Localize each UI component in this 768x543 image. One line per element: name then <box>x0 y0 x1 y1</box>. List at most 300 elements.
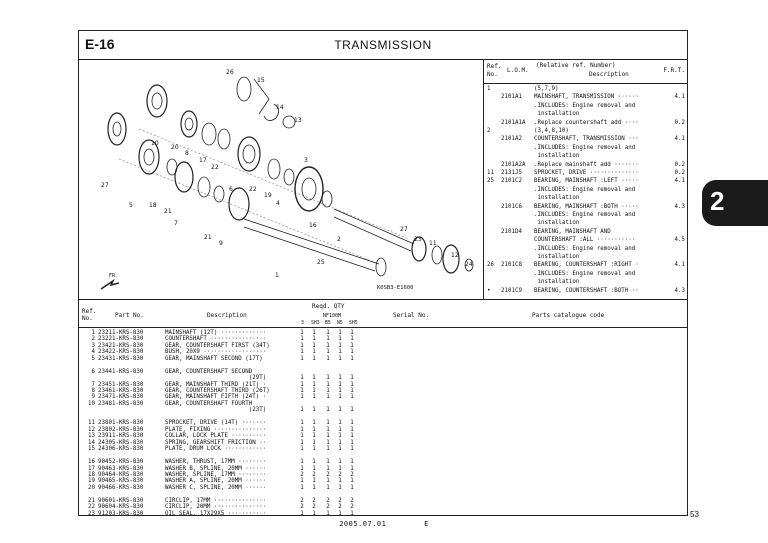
svg-text:18: 18 <box>149 202 157 209</box>
qty-cell: 1 <box>338 420 342 427</box>
svg-text:2: 2 <box>337 236 341 243</box>
section-code: E-16 <box>85 36 115 52</box>
labor-description: installation <box>534 111 580 118</box>
lom-heading: L.O.M. <box>507 67 529 74</box>
part-description: GEAR, COUNTERSHAFT FOURTH <box>165 400 253 407</box>
model-heading: NF100M <box>323 313 342 319</box>
frt-hours: 4.1 <box>674 136 685 143</box>
svg-text:10: 10 <box>151 140 159 147</box>
qty-cell: 1 <box>300 342 304 349</box>
qty-cell: 1 <box>326 478 330 485</box>
frt-hours: 0.2 <box>674 119 685 126</box>
ref-number: 26 <box>487 262 494 269</box>
ref-number: 9 <box>91 394 95 401</box>
qty-column-heading: 3 <box>301 321 304 326</box>
header-divider <box>79 327 687 328</box>
svg-text:22: 22 <box>211 164 219 171</box>
ref-heading: Ref. <box>82 308 97 315</box>
frt-hours: 4.3 <box>674 203 685 210</box>
lom-code: 2131J5 <box>501 170 522 176</box>
qty-cell: 1 <box>338 446 342 452</box>
qty-cell: 1 <box>350 510 354 517</box>
part-number: 90452-KRS-830 <box>98 459 144 466</box>
qty-cell: 1 <box>312 439 316 446</box>
ref-number: 18 <box>88 472 95 478</box>
part-description: PLATE, FIXING ··············· <box>165 426 267 433</box>
qty-cell: 1 <box>350 349 354 356</box>
qty-cell: 1 <box>312 342 316 349</box>
labor-description: .INCLUDES: Engine removal and <box>534 212 636 218</box>
lom-code: 2101C9 <box>501 287 522 294</box>
ref-number: 1 <box>91 330 95 336</box>
qty-cell: 1 <box>338 342 342 349</box>
qty-cell: 1 <box>300 349 304 356</box>
part-number: 90604-KRS-830 <box>98 504 144 511</box>
qty-cell: 1 <box>338 355 342 362</box>
svg-text:15: 15 <box>257 77 265 84</box>
no-heading: No. <box>487 71 498 78</box>
lom-code: 2101A2 <box>501 136 522 143</box>
qty-cell: 1 <box>300 433 304 440</box>
svg-text:22: 22 <box>249 186 257 193</box>
part-number: 23461-KRS-830 <box>98 388 144 394</box>
qty-cell: 1 <box>350 433 354 440</box>
page-header <box>79 31 687 60</box>
part-number: 91203-KRS-830 <box>98 510 144 517</box>
part-description: PLATE, DRUM LOCK ············ <box>165 446 267 452</box>
svg-text:3: 3 <box>304 157 308 164</box>
frt-hours: 4.1 <box>674 94 685 101</box>
ref-number: 4 <box>91 349 95 356</box>
serial-heading: Serial No. <box>393 312 430 319</box>
qty-cell: 2 <box>350 498 354 504</box>
qty-cell: 2 <box>326 504 330 511</box>
ref-number: 13 <box>88 433 95 440</box>
qty-cell: 1 <box>326 433 330 440</box>
qty-cell: 1 <box>350 388 354 394</box>
qty-cell: 1 <box>312 394 316 401</box>
part-number: 24306-KRS-830 <box>98 446 144 452</box>
footer <box>0 520 768 528</box>
qty-cell: 1 <box>338 426 342 433</box>
description-heading: Description <box>207 312 247 319</box>
qty-cell: 1 <box>312 484 316 491</box>
svg-text:12: 12 <box>451 252 459 259</box>
ref-number: 5 <box>91 355 95 362</box>
svg-text:21: 21 <box>164 208 172 215</box>
labor-description: BEARING, COUNTERSHAFT :BOTH ·· <box>534 287 639 294</box>
qty-cell: 1 <box>312 420 316 427</box>
part-number: 90463-KRS-830 <box>98 465 144 472</box>
part-number: 23802-KRS-830 <box>98 426 144 433</box>
qty-cell: 1 <box>326 510 330 517</box>
qty-cell: 1 <box>300 388 304 394</box>
part-description: (23T) <box>165 407 267 414</box>
qty-cell: 1 <box>338 478 342 485</box>
part-description: WASHER C, SPLINE, 20MM ······ <box>165 484 267 491</box>
ref-number: 3 <box>91 342 95 349</box>
exploded-diagram <box>79 59 484 299</box>
frt-heading: F.R.T. <box>663 67 685 74</box>
qty-cell: 1 <box>312 459 316 466</box>
qty-cell: 1 <box>350 459 354 466</box>
qty-cell: 1 <box>350 446 354 452</box>
part-description: GEAR, MAINSHAFT THIRD (21T) · <box>165 381 267 388</box>
labor-description: installation <box>534 153 580 160</box>
svg-text:4: 4 <box>276 200 280 207</box>
ref-number: 17 <box>88 465 95 472</box>
labor-description: MAINSHAFT, TRANSMISSION ······ <box>534 94 639 101</box>
labor-description: .INCLUDES: Engine removal and <box>534 186 636 193</box>
part-description: BUSH, 20X9 ·················· <box>165 349 267 356</box>
labor-description: COUNTERSHAFT, TRANSMISSION ··· <box>534 136 639 143</box>
ref-number: • <box>487 287 491 294</box>
qty-cell: 1 <box>312 355 316 362</box>
qty-cell: 1 <box>338 465 342 472</box>
frt-hours: 4.1 <box>674 178 685 185</box>
qty-cell: 2 <box>338 498 342 504</box>
catalogue-heading: Parts catalogue code <box>532 312 605 319</box>
qty-cell: 1 <box>326 381 330 388</box>
svg-text:16: 16 <box>309 222 317 229</box>
qty-cell: 1 <box>312 407 316 414</box>
ref-number: 15 <box>88 446 95 452</box>
part-description: (29T) <box>165 375 267 382</box>
qty-cell: 1 <box>326 465 330 472</box>
svg-text:5: 5 <box>129 202 133 209</box>
part-description: SPROCKET, DRIVE (14T) ······· <box>165 420 267 427</box>
part-description: COLLAR, LOCK PLATE ·········· <box>165 433 267 440</box>
qty-cell: 1 <box>338 394 342 401</box>
qty-cell: 2 <box>300 472 304 478</box>
qty-cell: 2 <box>312 504 316 511</box>
labor-description: installation <box>534 279 580 286</box>
qty-cell: 1 <box>312 375 316 382</box>
qty-cell: 2 <box>312 498 316 504</box>
labor-description: installation <box>534 195 580 202</box>
section-tab-label: 2 <box>710 186 725 216</box>
qty-cell: 1 <box>312 478 316 485</box>
page-number: 53 <box>690 510 699 519</box>
relative-heading: (Relative ref. Number) <box>536 62 616 69</box>
ref-number: 8 <box>91 388 95 394</box>
qty-cell: 1 <box>300 381 304 388</box>
ref-number: 23 <box>88 510 95 517</box>
lom-code: 2101A1A <box>501 119 526 126</box>
qty-cell: 1 <box>312 446 316 452</box>
labor-description: .INCLUDES: Engine removal and <box>534 144 636 151</box>
catalogue-page-frame <box>78 30 688 516</box>
ref-number: 11 <box>88 420 95 427</box>
qty-cell: 1 <box>300 355 304 362</box>
transmission-drawing <box>79 59 483 299</box>
labor-description: installation <box>534 254 580 260</box>
ref-number: 22 <box>88 504 95 511</box>
qty-cell: 1 <box>300 375 304 382</box>
qty-cell: 1 <box>350 375 354 382</box>
qty-cell: 1 <box>338 439 342 446</box>
qty-cell: 1 <box>338 375 342 382</box>
qty-cell: 1 <box>312 388 316 394</box>
qty-cell: 1 <box>326 394 330 401</box>
part-number: 90465-KRS-830 <box>98 478 144 485</box>
qty-cell: 1 <box>350 426 354 433</box>
qty-cell: 1 <box>300 420 304 427</box>
qty-cell: 1 <box>312 510 316 517</box>
qty-cell: 1 <box>326 426 330 433</box>
qty-column-heading: B5 <box>325 321 331 326</box>
ref-number: 25 <box>487 178 494 185</box>
part-description: SPRING, GEARSHIFT FRICTION ·· <box>165 439 267 446</box>
section-tab <box>702 180 768 226</box>
qty-cell: 1 <box>300 426 304 433</box>
svg-text:8: 8 <box>185 150 189 157</box>
qty-cell: 1 <box>300 336 304 343</box>
qty-cell: 1 <box>350 355 354 362</box>
svg-text:26: 26 <box>226 69 234 76</box>
qty-cell: 2 <box>326 472 330 478</box>
qty-cell: 1 <box>312 330 316 336</box>
qty-cell: 1 <box>326 342 330 349</box>
svg-text:14: 14 <box>276 104 284 111</box>
description-heading: Description <box>589 71 629 78</box>
part-description: WASHER A, SPLINE, 20MM ······ <box>165 478 267 485</box>
qty-cell: 1 <box>326 407 330 414</box>
ref-number: 19 <box>88 478 95 485</box>
no-heading: No. <box>82 315 93 322</box>
qty-cell: 2 <box>300 504 304 511</box>
part-description: GEAR, MAINSHAFT SECOND (17T) <box>165 355 263 362</box>
qty-cell: 1 <box>350 330 354 336</box>
qty-cell: 1 <box>338 484 342 491</box>
qty-cell: 2 <box>312 472 316 478</box>
labor-description: .INCLUDES: Engine removal and <box>534 270 636 277</box>
part-description: WASHER, THRUST, 17MM ········ <box>165 459 267 466</box>
part-number: 90601-KRS-830 <box>98 498 144 504</box>
part-description: CIRCLIP, 20MM ··············· <box>165 504 267 511</box>
ref-number: 6 <box>91 368 95 375</box>
lom-code: 2101D4 <box>501 228 522 235</box>
parts-table <box>79 299 687 518</box>
ref-number: 16 <box>88 459 95 466</box>
lom-code: 2101A1 <box>501 94 522 101</box>
qty-cell: 1 <box>326 388 330 394</box>
qty-cell: 1 <box>312 381 316 388</box>
part-number: 23911-KRS-830 <box>98 433 144 440</box>
part-number: 23422-KRS-830 <box>98 349 144 356</box>
qty-cell: 1 <box>300 407 304 414</box>
svg-text:21: 21 <box>204 234 212 241</box>
frt-hours: 0.2 <box>674 161 685 168</box>
svg-text:27: 27 <box>101 182 109 189</box>
labor-description: (3,4,8,10) <box>534 128 569 134</box>
part-description: OIL SEAL, 17X29X5 ··········· <box>165 510 267 517</box>
qty-column-heading: SH5 <box>349 321 358 326</box>
qty-cell: 1 <box>300 330 304 336</box>
part-description: WASHER, SPLINE, 17MM ········ <box>165 472 267 478</box>
svg-text:6: 6 <box>229 186 233 193</box>
qty-cell: 1 <box>326 420 330 427</box>
qty-cell: 1 <box>338 349 342 356</box>
svg-text:24: 24 <box>465 261 473 268</box>
ref-number: 2 <box>91 336 95 343</box>
qty-cell: 1 <box>300 484 304 491</box>
qty-cell: 1 <box>326 459 330 466</box>
qty-cell: 1 <box>300 439 304 446</box>
reqd-qty-heading: Reqd. QTY <box>312 303 345 310</box>
labor-description: BEARING, MAINSHAFT AND <box>534 228 611 235</box>
part-number: 23211-KRS-830 <box>98 330 144 336</box>
qty-cell: 1 <box>312 465 316 472</box>
drawing-code: K0SB3-E1600 <box>377 285 414 291</box>
qty-cell: 1 <box>350 336 354 343</box>
qty-column-heading: SH3 <box>311 321 320 326</box>
qty-cell: 1 <box>326 375 330 382</box>
frt-hours: 4.3 <box>674 287 685 294</box>
qty-cell: 1 <box>326 336 330 343</box>
svg-text:17: 17 <box>199 157 207 164</box>
labor-description: COUNTERSHAFT :ALL ··········· <box>534 237 636 244</box>
qty-cell: 1 <box>300 510 304 517</box>
qty-cell: 2 <box>338 472 342 478</box>
qty-cell: 1 <box>338 381 342 388</box>
qty-cell: 1 <box>312 349 316 356</box>
qty-cell: 2 <box>326 498 330 504</box>
qty-cell: 1 <box>326 330 330 336</box>
part-description: MAINSHAFT (12T) ············· <box>165 330 267 336</box>
svg-text:1: 1 <box>275 272 279 279</box>
part-description: GEAR, MAINSHAFT FIFTH (24T) · <box>165 394 267 401</box>
page-title: TRANSMISSION <box>334 38 432 52</box>
qty-cell: 1 <box>326 439 330 446</box>
ref-number: 2 <box>487 128 491 134</box>
qty-cell: 1 <box>338 336 342 343</box>
qty-column-heading: N5 <box>337 321 343 326</box>
labor-reference-table <box>484 59 688 299</box>
qty-cell: 1 <box>338 433 342 440</box>
ref-number: 20 <box>88 484 95 491</box>
svg-text:7: 7 <box>174 220 178 227</box>
qty-cell: 2 <box>350 472 354 478</box>
qty-cell: 1 <box>300 394 304 401</box>
qty-cell: 1 <box>350 381 354 388</box>
qty-cell: 1 <box>300 478 304 485</box>
ref-number: 10 <box>88 400 95 407</box>
qty-cell: 1 <box>350 465 354 472</box>
frt-hours: 4.5 <box>674 237 685 244</box>
labor-table-header <box>484 59 688 84</box>
qty-cell: 1 <box>300 446 304 452</box>
ref-number: 1 <box>487 86 491 92</box>
part-description: CIRCLIP, 17MM ··············· <box>165 498 267 504</box>
svg-text:9: 9 <box>219 240 223 247</box>
lom-code: 2101A2A <box>501 161 526 168</box>
qty-cell: 1 <box>350 407 354 414</box>
svg-text:11: 11 <box>429 240 437 247</box>
labor-description: SPROCKET, DRIVE ·············· <box>534 170 639 176</box>
labor-description: .Replace countershaft add ···· <box>534 119 639 126</box>
frt-hours: 0.2 <box>674 170 685 176</box>
labor-description: BEARING, MAINSHAFT :BOTH ····· <box>534 203 639 210</box>
frt-hours: 4.1 <box>674 262 685 269</box>
labor-description: installation <box>534 220 580 227</box>
footer-lang: E <box>424 520 429 528</box>
svg-text:25: 25 <box>317 259 325 266</box>
ref-number: 14 <box>88 439 95 446</box>
qty-cell: 1 <box>300 459 304 466</box>
labor-description: .INCLUDES: Engine removal and <box>534 102 636 109</box>
part-description: COUNTERSHAFT ················ <box>165 336 267 343</box>
svg-text:19: 19 <box>264 192 272 199</box>
part-number: 23421-KRS-830 <box>98 342 144 349</box>
svg-text:13: 13 <box>294 117 302 124</box>
part-description: WASHER B, SPLINE, 20MM ······ <box>165 465 267 472</box>
labor-description: .INCLUDES: Engine removal and <box>534 245 636 252</box>
ref-number: 7 <box>91 381 95 388</box>
qty-cell: 1 <box>350 478 354 485</box>
qty-cell: 1 <box>338 388 342 394</box>
part-number: 23451-KRS-830 <box>98 381 144 388</box>
qty-cell: 1 <box>312 426 316 433</box>
ref-number: 11 <box>487 170 494 176</box>
ref-number: 21 <box>88 498 95 504</box>
svg-text:20: 20 <box>171 144 179 151</box>
lom-code: 2101C6 <box>501 203 522 210</box>
ref-number: 12 <box>88 426 95 433</box>
labor-description: BEARING, MAINSHAFT :LEFT ····· <box>534 178 639 185</box>
qty-cell: 1 <box>338 330 342 336</box>
lom-code: 2101C8 <box>501 262 522 269</box>
qty-cell: 1 <box>350 342 354 349</box>
svg-text:27: 27 <box>400 226 408 233</box>
part-number: 23481-KRS-830 <box>98 400 144 407</box>
qty-cell: 1 <box>326 355 330 362</box>
qty-cell: 1 <box>338 459 342 466</box>
ref-heading: Ref. <box>487 63 502 70</box>
part-number: 23471-KRS-830 <box>98 394 144 401</box>
qty-cell: 1 <box>312 433 316 440</box>
qty-cell: 1 <box>350 439 354 446</box>
part-number: 24305-KRS-830 <box>98 439 144 446</box>
qty-cell: 1 <box>350 420 354 427</box>
svg-text:23: 23 <box>414 236 422 243</box>
footer-date: 2005.07.01 <box>339 520 387 528</box>
qty-cell: 2 <box>350 504 354 511</box>
part-number: 90466-KRS-830 <box>98 484 144 491</box>
part-description: GEAR, COUNTERSHAFT SECOND <box>165 368 253 375</box>
part-number: 23441-KRS-830 <box>98 368 144 375</box>
labor-description: (5,7,9) <box>534 86 559 92</box>
part-number: 23801-KRS-830 <box>98 420 144 427</box>
qty-cell: 1 <box>338 407 342 414</box>
qty-cell: 1 <box>350 484 354 491</box>
qty-cell: 2 <box>338 504 342 511</box>
labor-description: .Replace mainshaft add ······· <box>534 161 639 168</box>
svg-text:FR.: FR. <box>109 273 117 279</box>
part-number: 23221-KRS-830 <box>98 336 144 343</box>
qty-cell: 1 <box>326 349 330 356</box>
lom-code: 2101C2 <box>501 178 522 185</box>
part-description: GEAR, COUNTERSHAFT FIRST (34T) <box>165 342 270 349</box>
qty-cell: 2 <box>300 498 304 504</box>
qty-cell: 1 <box>326 484 330 491</box>
part-no-heading: Part No. <box>115 312 144 319</box>
qty-cell: 1 <box>350 394 354 401</box>
part-number: 90464-KRS-830 <box>98 472 144 478</box>
qty-cell: 1 <box>338 510 342 517</box>
part-number: 23431-KRS-830 <box>98 355 144 362</box>
qty-cell: 1 <box>300 465 304 472</box>
